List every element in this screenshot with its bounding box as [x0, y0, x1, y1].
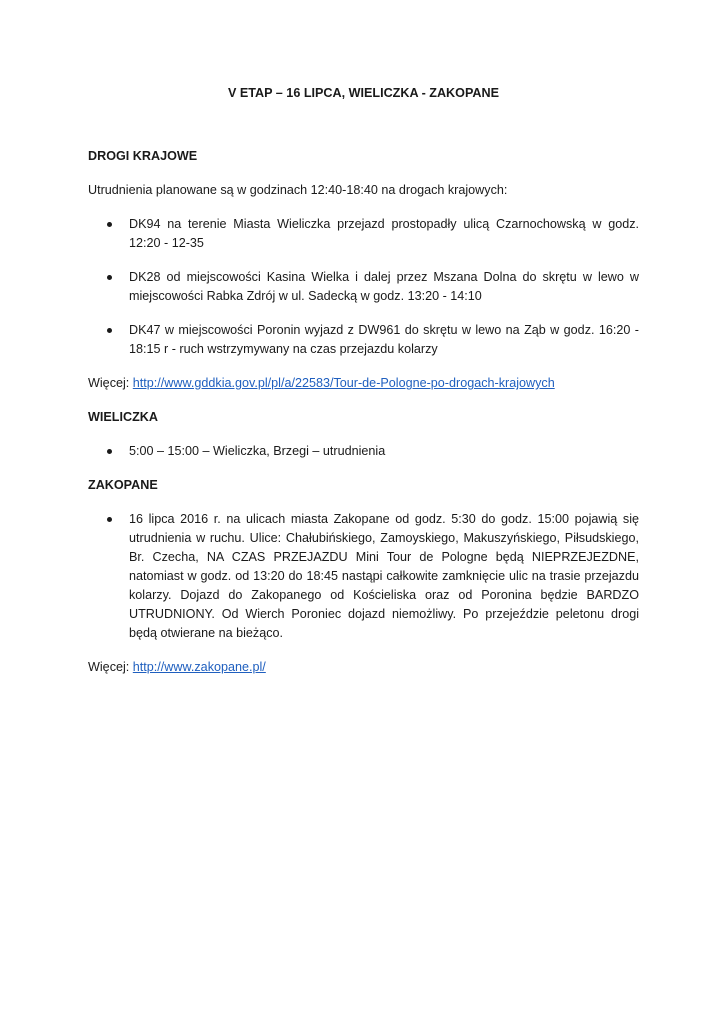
zakopane-more: [88, 658, 639, 677]
list-item: [88, 268, 639, 306]
more-label: Więcej:: [88, 376, 133, 390]
section-heading-zakopane: ZAKOPANE: [88, 478, 158, 492]
list-item-text: DK28 od miejscowości Kasina Wielka i dalej przez Mszana Dolna do skrętu w lewo w miejscowości Rabka Zdrój w ul. Sadecką w godz. 13:20 - 14:10: [129, 270, 639, 303]
drogi-krajowe-more: [88, 374, 639, 393]
more-label: Więcej:: [88, 660, 133, 674]
list-item: [88, 442, 639, 461]
document-page: [88, 84, 639, 692]
list-item-text: 16 lipca 2016 r. na ulicach miasta Zakopane od godz. 5:30 do godz. 15:00 pojawią się utrudnienia w ruchu. Ulice: Chałubińskiego, Zamoyskiego, Makuszyńskiego, Piłsudskiego, Br. Czecha, NA CZAS PRZEJAZDU Mini Tour de Pologne będą NIEPRZEJEZDNE, natomiast w godz. od 13:20 do 18:45 nastąpi całkowite zamknięcie ulic na trasie przejazdu kolarzy. Dojazd do Zakopanego od Kościeliska oraz od Poronina będzie BARDZO UTRUDNIONY. Od Wierch Poroniec dojazd niemożliwy. Po przejeździe peletonu drogi będą otwierane na bieżąco.: [129, 512, 639, 640]
list-item: [88, 321, 639, 359]
bullet-icon: [107, 328, 112, 333]
section-heading-drogi-krajowe: DROGI KRAJOWE: [88, 149, 198, 163]
list-item: [88, 215, 639, 253]
drogi-krajowe-list: [88, 215, 639, 359]
list-item-text: DK94 na terenie Miasta Wieliczka przejazd prostopadły ulicą Czarnochowską w godz. 12:20 - 12-35: [129, 217, 639, 250]
bullet-icon: [107, 449, 112, 454]
gddkia-link[interactable]: http://www.gddkia.gov.pl/pl/a/22583/Tour-de-Pologne-po-drogach-krajowych: [132, 376, 555, 390]
drogi-krajowe-intro: Utrudnienia planowane są w godzinach 12:40-18:40 na drogach krajowych:: [88, 183, 508, 197]
document-title: V ETAP – 16 LIPCA, WIELICZKA - ZAKOPANE: [227, 86, 500, 100]
list-item-text: DK47 w miejscowości Poronin wyjazd z DW961 do skrętu w lewo na Ząb w godz. 16:20 - 18:15 r - ruch wstrzymywany na czas przejazdu kolarzy: [129, 323, 639, 356]
list-item-text: 5:00 – 15:00 – Wieliczka, Brzegi – utrudnienia: [129, 444, 386, 458]
bullet-icon: [107, 222, 112, 227]
section-heading-wieliczka: WIELICZKA: [88, 410, 158, 424]
bullet-icon: [107, 275, 112, 280]
zakopane-link[interactable]: http://www.zakopane.pl/: [132, 660, 266, 674]
wieliczka-list: [88, 442, 639, 461]
bullet-icon: [107, 517, 112, 522]
zakopane-list: [88, 510, 639, 643]
list-item: [88, 510, 639, 643]
